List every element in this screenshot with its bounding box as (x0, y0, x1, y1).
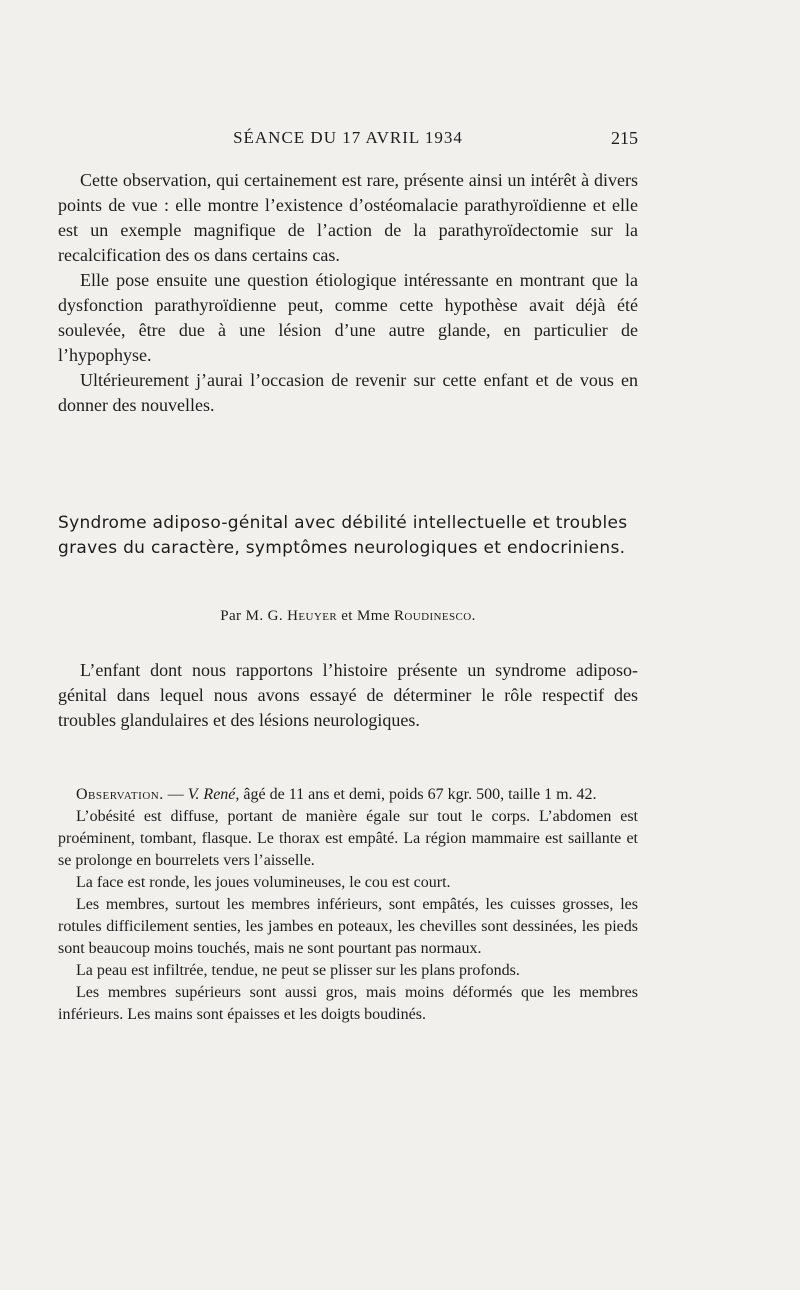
page-header (58, 128, 638, 152)
author-name: Heuyer (287, 608, 338, 624)
finding-paragraph: L’obésité est diffuse, portant de manière égale sur tout le corps. L’abdomen est proéminent, tombant, flasque. Le thorax est empâté. La région mammaire est saillante et se prolonge en bourrelets vers l’aisselle. (58, 808, 638, 869)
page-number: 215 (611, 128, 638, 148)
article-title: Syndrome adiposo-génital avec débilité intellectuelle et troubles graves du caractère, symptômes neurologiques et endocriniens. (58, 513, 628, 558)
lead-text (58, 658, 638, 733)
intro-paragraph: Ultérieurement j’aurai l’occasion de revenir sur cette enfant et de vous en donner des nouvelles. (58, 370, 638, 415)
finding-paragraph: La face est ronde, les joues volumineuses, le cou est court. (76, 874, 451, 891)
author-name: Roudinesco. (394, 608, 476, 624)
authors-prefix: Par M. G. (220, 608, 284, 624)
article-authors (58, 608, 638, 625)
intro-paragraph: Cette observation, qui certainement est rare, présente ainsi un intérêt à divers points de vue : elle montre l’existence d’ostéomalacie parathyroïdienne et elle est un exemple magnifique de l’action de la parathyroïdectomie sur la recalcification des os dans certains cas. (58, 170, 638, 265)
observation-paragraph (58, 784, 638, 806)
intro-paragraph: Elle pose ensuite une question étiologique intéressante en montrant que la dysfonction parathyroïdienne peut, comme cette hypothèse avait déjà été soulevée, être due à une lésion d’une autre glande, en particulier de l’hypophyse. (58, 270, 638, 365)
observation-dash: — (163, 786, 188, 803)
authors-join: et Mme (341, 608, 390, 624)
observation-text (58, 784, 638, 1026)
finding-paragraph: Les membres supérieurs sont aussi gros, mais moins déformés que les membres inférieurs. Les mains sont épaisses et les doigts boudinés. (58, 984, 638, 1023)
running-head: SÉANCE DU 17 AVRIL 1934 (233, 128, 463, 147)
finding-paragraph: La peau est infiltrée, tendue, ne peut se plisser sur les plans profonds. (76, 962, 520, 979)
intro-text (58, 168, 638, 418)
finding-paragraph: Les membres, surtout les membres inférieurs, sont empâtés, les cuisses grosses, les rotules difficilement senties, les jambes en poteaux, les chevilles sont dessinées, les pieds sont beaucoup moins touchés, mais ne sont pourtant pas normaux. (58, 896, 638, 957)
lead-paragraph: L’enfant dont nous rapportons l’histoire présente un syndrome adiposo-génital dans lequel nous avons essayé de déterminer le rôle respectif des troubles glandulaires et des lésions neurologiques. (58, 660, 638, 730)
observation-label: Observation. (76, 786, 164, 803)
patient-name: V. René, (187, 786, 240, 803)
patient-details: âgé de 11 ans et demi, poids 67 kgr. 500, taille 1 m. 42. (239, 786, 597, 803)
